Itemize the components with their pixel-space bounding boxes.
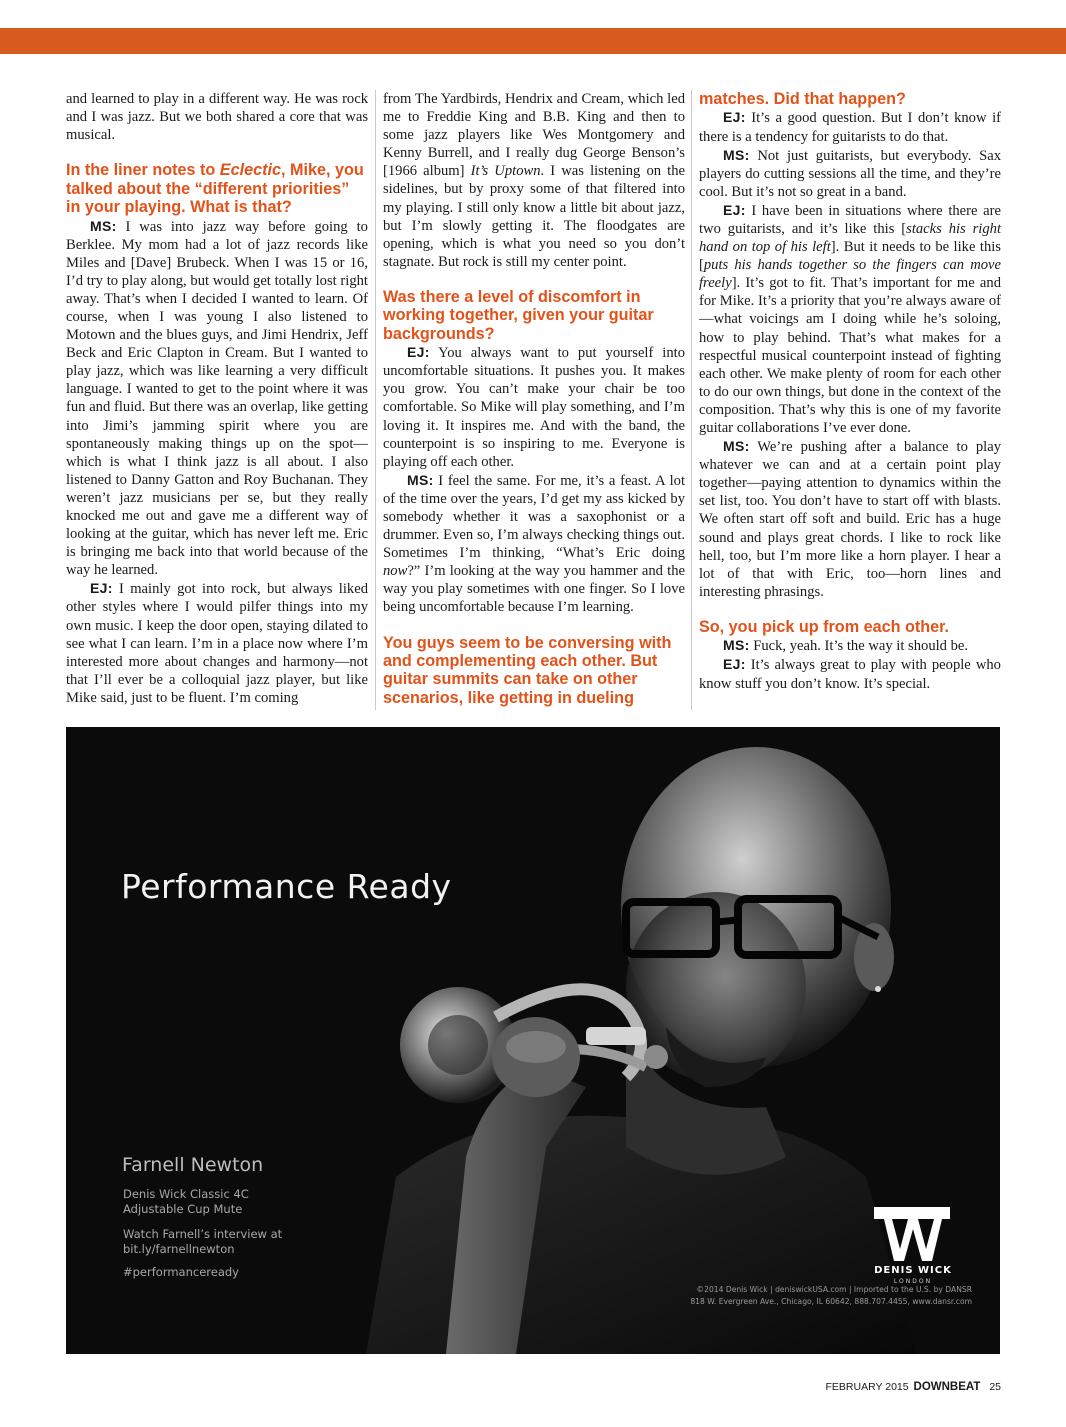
answer-paragraph [699, 655, 1001, 692]
speaker-label: MS: [407, 471, 434, 488]
denis-wick-logo [862, 1205, 982, 1285]
magazine-name: DOWNBEAT [913, 1381, 981, 1393]
column-divider [691, 90, 692, 710]
answer-text: I have been in situations where there are two guitarists, and it’s like this [ [699, 202, 1001, 237]
interview-question: Was there a level of discomfort in working together, given your guitar backgrounds? [383, 287, 654, 343]
brand-location: LONDON [893, 1278, 933, 1285]
stage-direction: puts his hands together so the fingers can move freely [699, 257, 1001, 292]
trumpet-player-photo [66, 727, 1000, 1354]
speaker-label: MS: [723, 146, 750, 163]
ad-legal-line: ©2014 Denis Wick | deniswickUSA.com | Imported to the U.S. by DANSR [696, 1285, 972, 1294]
body-text: . I was listening on the sidelines, but by proxy some of that filtered into my playing. I still only know a little bit about jazz, but I’m slowly getting it. The floodgates are opening, which is what you need so you don’t stagnate. But rock is still my center point. [383, 163, 685, 270]
speaker-label: EJ: [723, 656, 746, 673]
interview-question: You guys seem to be conversing with and complementing each other. But guitar summits can take on other scenarios, like getting in dueling [383, 633, 672, 707]
ad-legal-line: 818 W. Evergreen Ave., Chicago, IL 60642, 888.707.4455, www.dansr.com [690, 1297, 972, 1306]
speaker-label: EJ: [90, 580, 113, 597]
answer-text: Not just guitarists, but everybody. Sax players do cutting sessions all the time, and they’re cool. But it’s not so great in a band. [699, 147, 1001, 200]
answer-paragraph [699, 636, 1001, 655]
top-accent-bar [0, 28, 1066, 54]
issue-date: FEBRUARY 2015 [825, 1381, 909, 1393]
interview-url: bit.ly/farnellnewton [123, 1242, 235, 1256]
artist-name: Farnell Newton [122, 1154, 264, 1176]
answer-paragraph [699, 437, 1001, 601]
column-divider [375, 90, 376, 710]
interview-question-continued: matches. Did that happen? [699, 90, 906, 108]
album-title: Eclectic [219, 161, 281, 180]
product-line: Denis Wick Classic 4C [123, 1187, 249, 1201]
answer-text: We’re pushing after a balance to play whatever we can and at a certain point play together—paying attention to dynamics within the set list, too. You don’t have to start off with blasts. We often start off soft and build. Eric has a huge sound and plays great chords. I like to rock like hell, too, but I’m more like a horn player. I hear a lot of that with Eric, too—horn lines and interesting phrasings. [699, 439, 1001, 600]
stage-direction: stacks his right hand on top of his left [699, 220, 1001, 256]
speaker-label: EJ: [407, 344, 430, 361]
answer-text: You always want to put yourself into uncomfortable situations. It pushes you. It makes you grow. You can’t make your chair be too comfortable. So Mike will play something, and I’m loving it. It inspires me. And with the band, the counterpoint is so inspiring to me. Everyone is playing off each other. [383, 345, 685, 470]
answer-text: ]. But it needs to be like this [ [699, 239, 1001, 274]
answer-text: It’s a good question. But I don’t know if there is a tendency for guitarists to do that. [699, 110, 1001, 145]
speaker-label: MS: [90, 217, 117, 234]
answer-text: ?” I’m looking at the way you hammer and the way you play sometimes with one finger. So I love being uncomfortable because I’m learning. [383, 563, 685, 616]
article-column-3 [699, 90, 1001, 716]
ad-headline: Performance Ready [121, 867, 452, 906]
watch-label: Watch Farnell’s interview at [123, 1227, 283, 1241]
product-line: Adjustable Cup Mute [123, 1202, 243, 1216]
hashtag: #performanceready [123, 1265, 239, 1279]
answer-text: ]. It’s got to fit. That’s important for me and for Mike. It’s a priority that you’re always aware of—what voicings am I doing while he’s soloing, how to play behind. That’s what makes for a respectful musical counterpoint instead of fighting each other. We make plenty of room for each other to do our own things, but done in the context of the composition. That’s why this is one of my favorite guitar collaborations I’ve ever done. [699, 275, 1001, 436]
answer-text: It’s always great to play with people who know stuff you don’t know. It’s special. [699, 657, 1001, 692]
question-text: In the liner notes to [66, 161, 220, 180]
product-description [123, 1187, 363, 1217]
album-title: It’s Uptown [470, 163, 541, 180]
body-paragraph [383, 90, 685, 271]
page-number: 25 [989, 1381, 1001, 1393]
interview-question: So, you pick up from each other. [699, 617, 950, 636]
answer-paragraph [699, 108, 1001, 145]
answer-text: I mainly got into rock, but always liked other styles where I would pilfer things into my own music. I keep the door open, staying dilated to see what I can learn. I’m in a place now where I’m interested more about changes and harmony—not that I’ll ever be a colloquial jazz player, but like Mike said, just to be fluent. I’m coming [66, 581, 368, 706]
answer-paragraph [383, 343, 685, 471]
w-monogram-icon [872, 1205, 954, 1263]
answer-text: Fuck, yeah. It’s the way it should be. [753, 638, 969, 655]
speaker-label: MS: [723, 637, 750, 654]
body-paragraph: and learned to play in a different way. He was rock and I was jazz. But we both shared a core that was musical. [66, 91, 368, 144]
question-text: , Mike, you talked about the “different priorities” in your playing. What is that? [66, 161, 364, 217]
interview-link-text [123, 1227, 363, 1257]
answer-paragraph [383, 471, 685, 617]
denis-wick-advertisement [66, 727, 1000, 1354]
answer-text: I was into jazz way before going to Berklee. My mom had a lot of jazz records like Miles and [Dave] Brubeck. When I was 15 or 16, I’d try to play along, but would get totally lost right away. That’s when I decided I wanted to learn. Of course, when I was young I also listened to Motown and the blues guys, and Jimi Hendrix, Jeff Beck and Eric Clapton in Cream. But I wanted to play jazz, which was like learning a very difficult language. I wanted to get to the point where it was fun and fluid. But there was an overlap, like getting into Jimi’s jamming spirit where you are spontaneously making things up on the spot—which is what I think jazz is all about. I also listened to Danny Gatton and Roy Buchanan. They weren’t jazz musicians per se, but they really knocked me out and gave me a different way of looking at the guitar, which has never left me. Eric is bringing me back into that world because of the way he learned. [66, 218, 368, 579]
answer-paragraph [699, 146, 1001, 201]
answer-paragraph [66, 579, 368, 707]
speaker-label: EJ: [723, 109, 746, 126]
speaker-label: MS: [723, 438, 750, 455]
brand-name: DENIS WICK [874, 1265, 952, 1276]
page-footer [826, 1381, 1001, 1393]
speaker-label: EJ: [723, 201, 746, 218]
answer-paragraph [66, 217, 368, 580]
answer-paragraph [699, 201, 1001, 437]
article-column-1 [66, 90, 368, 716]
emphasis-text: now [383, 563, 408, 580]
interview-question [66, 161, 368, 216]
article-column-2 [383, 90, 685, 716]
body-text: from The Yardbirds, Hendrix and Cream, which led me to Freddie King and B.B. King and then to some jazz players like Wes Montgomery and Kenny Burrell, and I really dug George Benson’s [1966 album] [383, 91, 685, 180]
answer-text: I feel the same. For me, it’s a feast. A lot of the time over the years, I’d get my ass kicked by somebody whether it was a saxophonist or a drummer. Even so, I’m always checking things out. Sometimes I’m thinking, “What’s Eric doing [383, 472, 685, 562]
